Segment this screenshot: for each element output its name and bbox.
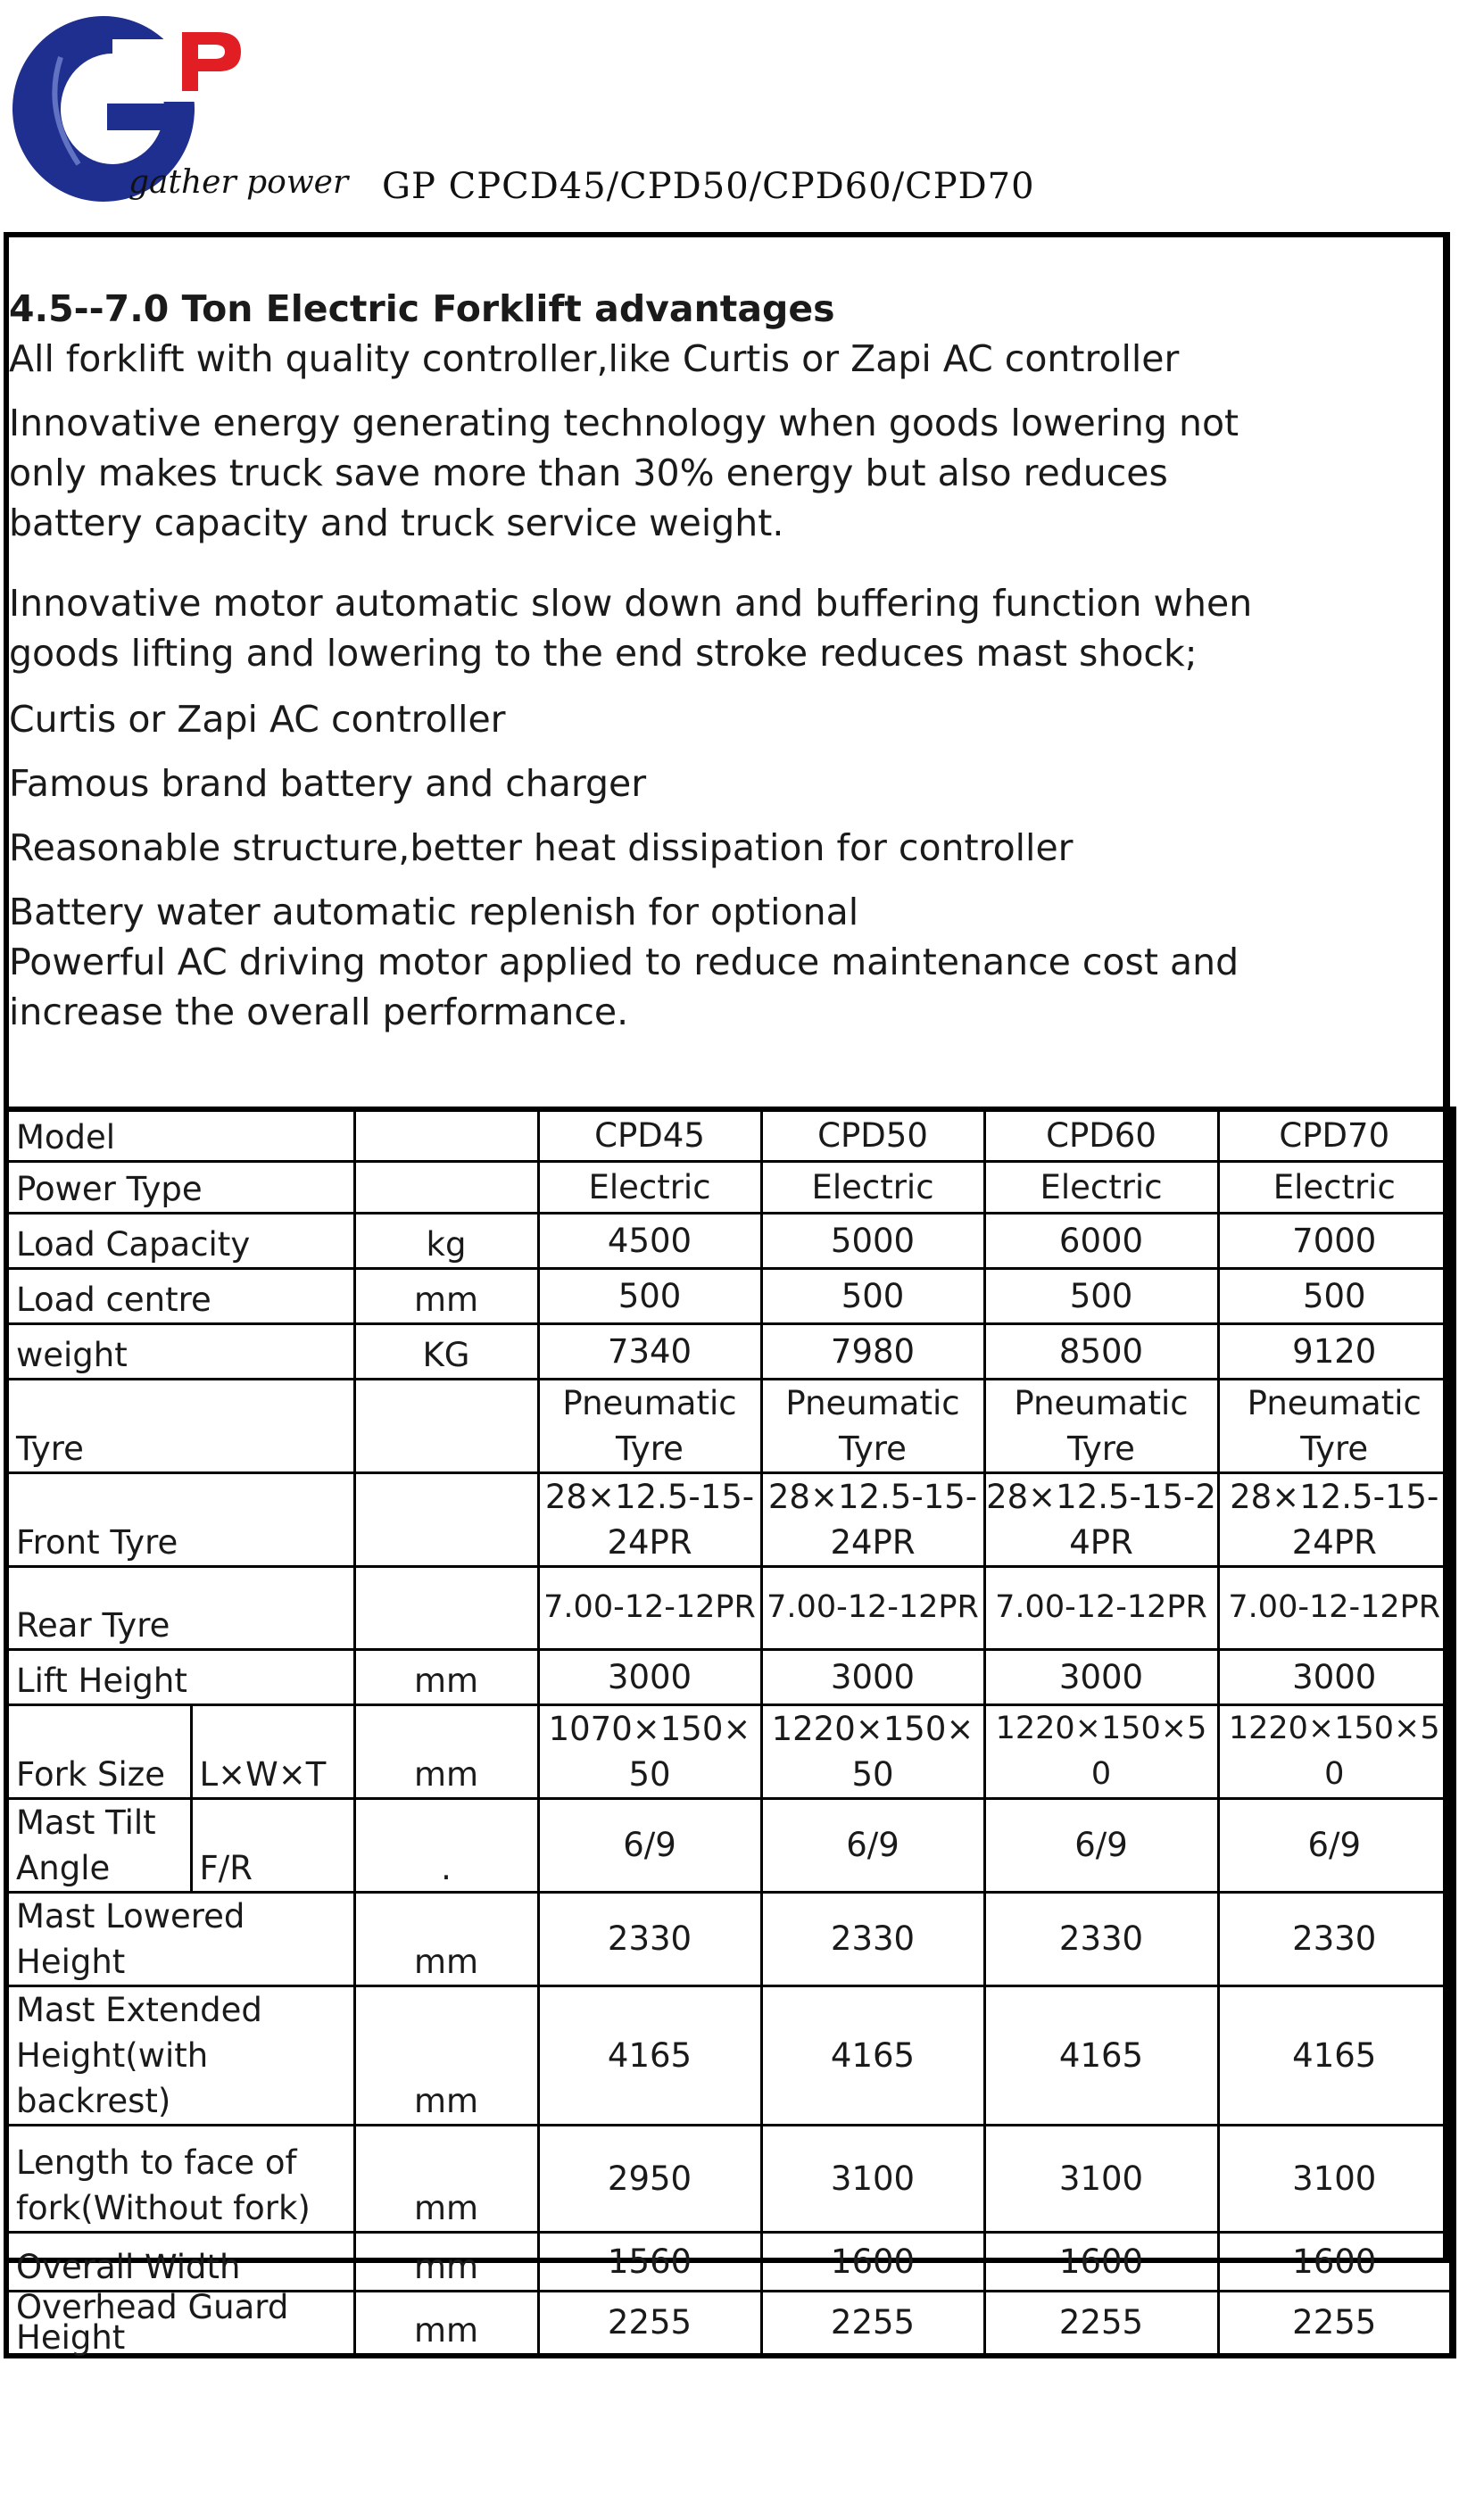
- cell-value: 6/9: [538, 1798, 761, 1892]
- row-unit: mm: [354, 2125, 538, 2232]
- cell-value: 3000: [538, 1649, 761, 1704]
- logo-p-shape: [182, 32, 241, 91]
- spec-row-power-type: [6, 1161, 1453, 1213]
- row-label: Load Capacity: [6, 1213, 354, 1268]
- row-unit: kg: [354, 1213, 538, 1268]
- cell-value: 7.00-12-12PR: [984, 1566, 1218, 1649]
- cell-value: 28×12.5-15-24PR: [538, 1472, 761, 1566]
- cell-value: 7.00-12-12PR: [1218, 1566, 1453, 1649]
- advantages-section: [9, 284, 1258, 1037]
- cell-value: 6/9: [761, 1798, 984, 1892]
- cell-value: 7000: [1218, 1213, 1453, 1268]
- cell-value: 4165: [761, 1985, 984, 2125]
- spec-row-model: [6, 1109, 1453, 1161]
- advantage-line: battery capacity and truck service weight.: [9, 502, 784, 544]
- row-unit: .: [354, 1798, 538, 1892]
- row-unit: [354, 1161, 538, 1213]
- spec-row-front-tyre: [6, 1472, 1453, 1566]
- row-unit: mm: [354, 2232, 538, 2291]
- row-unit: mm: [354, 1649, 538, 1704]
- cell-value: 1600: [1218, 2232, 1453, 2291]
- spec-row-length-to-face: [6, 2125, 1453, 2232]
- cell-value: 500: [984, 1268, 1218, 1323]
- cell-value: 2255: [984, 2291, 1218, 2356]
- cell-value: 5000: [761, 1213, 984, 1268]
- cell-value: 1560: [538, 2232, 761, 2291]
- spec-row-tyre: [6, 1379, 1453, 1472]
- cell-value: 1070×150×50: [538, 1704, 761, 1798]
- cell-value: 7.00-12-12PR: [761, 1566, 984, 1649]
- cell-value: 2330: [538, 1892, 761, 1985]
- cell-value: Electric: [984, 1161, 1218, 1213]
- row-sublabel: L×W×T: [191, 1704, 354, 1798]
- advantage-line: increase the overall performance.: [9, 991, 629, 1033]
- advantage-line: only makes truck save more than 30% energy but also reduces: [9, 452, 1168, 494]
- cell-value: 2330: [761, 1892, 984, 1985]
- company-logo: [7, 4, 349, 211]
- cell-value: 6/9: [1218, 1798, 1453, 1892]
- document-title: GP CPCD45/CPD50/CPD60/CPD70: [382, 166, 1035, 207]
- cell-value: 2255: [1218, 2291, 1453, 2356]
- spec-row-mast-extended-height: [6, 1985, 1453, 2125]
- cell-value: 3000: [984, 1649, 1218, 1704]
- spec-row-rear-tyre: [6, 1566, 1453, 1649]
- spec-row-fork-size: [6, 1704, 1453, 1798]
- cell-value: 500: [1218, 1268, 1453, 1323]
- cell-value: 500: [761, 1268, 984, 1323]
- cell-value: 1220×150×50: [761, 1704, 984, 1798]
- advantage-line: All forklift with quality controller,like Curtis or Zapi AC controller: [9, 337, 1180, 380]
- row-unit: mm: [354, 1268, 538, 1323]
- row-label: Overall Width: [6, 2232, 354, 2291]
- row-unit: [354, 1109, 538, 1161]
- cell-value: 1220×150×50: [984, 1704, 1218, 1798]
- cell-value: 4165: [1218, 1985, 1453, 2125]
- row-label: Tyre: [6, 1379, 354, 1472]
- spec-row-load-centre: [6, 1268, 1453, 1323]
- spec-row-overall-width: [6, 2232, 1453, 2291]
- row-label: Power Type: [6, 1161, 354, 1213]
- cell-value: 500: [538, 1268, 761, 1323]
- advantage-line: Battery water automatic replenish for optional: [9, 891, 859, 933]
- row-label: Mast Lowered Height: [6, 1892, 354, 1985]
- cell-value: Electric: [761, 1161, 984, 1213]
- cell-value: CPD45: [538, 1109, 761, 1161]
- row-unit: [354, 1566, 538, 1649]
- advantage-line: goods lifting and lowering to the end stroke reduces mast shock;: [9, 632, 1198, 675]
- row-sublabel: F/R: [191, 1798, 354, 1892]
- spec-row-weight: [6, 1323, 1453, 1379]
- logo-tagline: gather power: [128, 164, 349, 201]
- row-unit: mm: [354, 1985, 538, 2125]
- row-unit: mm: [354, 2291, 538, 2356]
- cell-value: 1600: [761, 2232, 984, 2291]
- cell-value: 2255: [538, 2291, 761, 2356]
- advantage-line: Famous brand battery and charger: [9, 762, 647, 805]
- spec-row-load-capacity: [6, 1213, 1453, 1268]
- row-label: Overhead Guard Height: [6, 2291, 354, 2356]
- cell-value: CPD50: [761, 1109, 984, 1161]
- cell-value: 28×12.5-15-24PR: [761, 1472, 984, 1566]
- cell-value: 4165: [538, 1985, 761, 2125]
- advantage-line: Curtis or Zapi AC controller: [9, 698, 506, 741]
- cell-value: 3000: [761, 1649, 984, 1704]
- spec-row-mast-tilt-angle: [6, 1798, 1453, 1892]
- cell-value: Pneumatic Tyre: [1218, 1379, 1453, 1472]
- cell-value: Pneumatic Tyre: [538, 1379, 761, 1472]
- cell-value: Electric: [1218, 1161, 1453, 1213]
- cell-value: 7340: [538, 1323, 761, 1379]
- row-label: Mast Tilt Angle: [6, 1798, 191, 1892]
- advantage-line: Reasonable structure,better heat dissipation for controller: [9, 826, 1074, 869]
- advantages-heading: 4.5--7.0 Ton Electric Forklift advantages: [9, 287, 835, 330]
- cell-value: Pneumatic Tyre: [761, 1379, 984, 1472]
- row-unit: [354, 1379, 538, 1472]
- cell-value: 2330: [1218, 1892, 1453, 1985]
- row-unit: KG: [354, 1323, 538, 1379]
- row-label: Mast Extended Height(with backrest): [6, 1985, 354, 2125]
- cell-value: 2950: [538, 2125, 761, 2232]
- row-unit: [354, 1472, 538, 1566]
- cell-value: 2330: [984, 1892, 1218, 1985]
- cell-value: 1220×150×50: [1218, 1704, 1453, 1798]
- cell-value: 8500: [984, 1323, 1218, 1379]
- cell-value: 6/9: [984, 1798, 1218, 1892]
- cell-value: 3100: [984, 2125, 1218, 2232]
- cell-value: 9120: [1218, 1323, 1453, 1379]
- cell-value: 3100: [761, 2125, 984, 2232]
- cell-value: 4500: [538, 1213, 761, 1268]
- cell-value: 1600: [984, 2232, 1218, 2291]
- row-label: Load centre: [6, 1268, 354, 1323]
- spec-table: [4, 1107, 1456, 2358]
- cell-value: Pneumatic Tyre: [984, 1379, 1218, 1472]
- spec-row-mast-lowered-height: [6, 1892, 1453, 1985]
- advantage-line: Powerful AC driving motor applied to reduce maintenance cost and: [9, 941, 1239, 983]
- row-unit: mm: [354, 1704, 538, 1798]
- advantage-line: Innovative motor automatic slow down and buffering function when: [9, 582, 1253, 625]
- cell-value: CPD60: [984, 1109, 1218, 1161]
- row-label: Fork Size: [6, 1704, 191, 1798]
- spec-row-overhead-guard-height: [6, 2291, 1453, 2356]
- row-label: Rear Tyre: [6, 1566, 354, 1649]
- row-label: Front Tyre: [6, 1472, 354, 1566]
- cell-value: 3000: [1218, 1649, 1453, 1704]
- cell-value: 2255: [761, 2291, 984, 2356]
- spec-row-lift-height: [6, 1649, 1453, 1704]
- row-unit: mm: [354, 1892, 538, 1985]
- row-label: Lift Height: [6, 1649, 354, 1704]
- cell-value: CPD70: [1218, 1109, 1453, 1161]
- cell-value: 3100: [1218, 2125, 1453, 2232]
- cell-value: Electric: [538, 1161, 761, 1213]
- row-label: Length to face of fork(Without fork): [6, 2125, 354, 2232]
- advantage-line: Innovative energy generating technology when goods lowering not: [9, 402, 1239, 444]
- row-label: Model: [6, 1109, 354, 1161]
- cell-value: 7980: [761, 1323, 984, 1379]
- cell-value: 4165: [984, 1985, 1218, 2125]
- cell-value: 7.00-12-12PR: [538, 1566, 761, 1649]
- cell-value: 6000: [984, 1213, 1218, 1268]
- row-label: weight: [6, 1323, 354, 1379]
- cell-value: 28×12.5-15-24PR: [984, 1472, 1218, 1566]
- cell-value: 28×12.5-15-24PR: [1218, 1472, 1453, 1566]
